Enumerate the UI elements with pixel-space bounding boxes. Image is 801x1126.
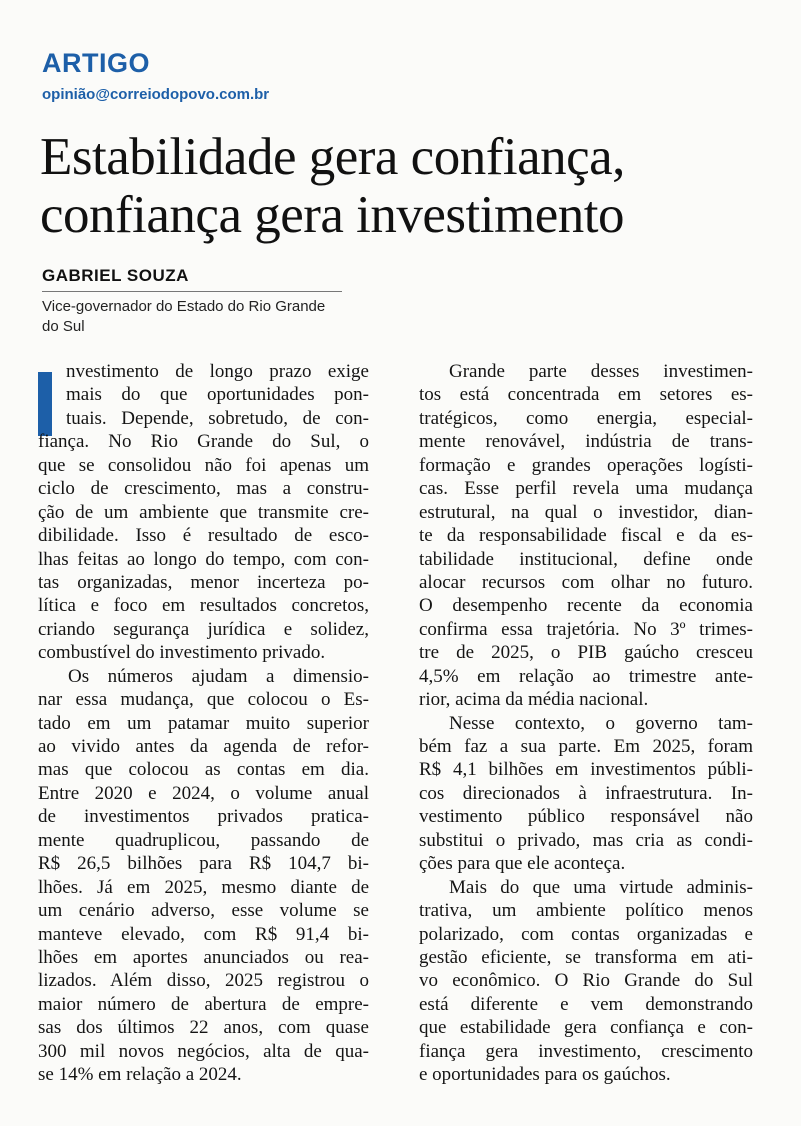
body-text-line: Grande parte desses investimen- — [449, 361, 753, 382]
body-text-line: e oportunidades para os gaúchos. — [419, 1064, 671, 1086]
body-text-line: que se consolidou não foi apenas um — [38, 454, 369, 476]
body-text-line: bém faz a sua parte. Em 2025, foram — [419, 736, 753, 757]
body-text-line: maior número de abertura de empre- — [38, 993, 369, 1015]
body-text-line: Entre 2020 e 2024, o volume anual — [38, 782, 369, 804]
article-headline — [40, 128, 780, 244]
author-name: GABRIEL SOUZA — [42, 266, 189, 285]
body-text-line: lhões. Já em 2025, mesmo diante de — [38, 876, 369, 898]
article-column-right — [419, 360, 753, 1087]
body-text-line: sas dos últimos 22 anos, com quase — [38, 1017, 369, 1039]
body-text-line: tratégicos, como energia, especial- — [419, 407, 753, 429]
body-text-line: ção de um ambiente que transmite cre- — [38, 501, 369, 523]
body-text-line: de investimentos privados pratica- — [38, 806, 369, 828]
body-text-line: O desempenho recente da economia — [419, 595, 753, 617]
body-text-line: mais do que oportunidades pon- — [66, 384, 369, 406]
body-text-line: tos está concentrada em setores es- — [419, 384, 753, 406]
body-text-line: ções para que ele aconteça. — [419, 853, 626, 875]
body-text-line: Mais do que uma virtude adminis- — [449, 876, 753, 898]
body-text-line: substitui o privado, mas cria as condi- — [419, 829, 753, 851]
body-text-line: ao vivido antes da agenda de refor- — [38, 736, 369, 757]
body-text-line: lhões em aportes anunciados ou rea- — [38, 946, 369, 968]
body-text-line: lítica e foco em resultados concretos, — [38, 595, 369, 617]
body-text-line: tuais. Depende, sobretudo, de con- — [66, 407, 369, 429]
article-column-left — [38, 360, 369, 1087]
opinion-email-link[interactable]: opinião@correiodopovo.com.br — [42, 86, 270, 103]
body-text-line: mas que colocou as contas em dia. — [38, 759, 369, 781]
body-text-line: vo econômico. O Rio Grande do Sul — [419, 970, 753, 992]
body-text-line: criando segurança jurídica e solidez, — [38, 618, 369, 640]
body-text-line: rior, acima da média nacional. — [419, 689, 649, 711]
body-text-line: alocar recursos com olhar no futuro. — [419, 571, 753, 593]
body-text-line: confirma essa trajetória. No 3º trimes- — [419, 618, 753, 640]
author-role: Vice-governador do Estado do Rio Grande do Sul — [42, 298, 326, 335]
body-text-line: tas organizadas, menor incerteza po- — [38, 571, 369, 593]
body-text-line: mente renovável, indústria de trans- — [419, 431, 753, 453]
author-divider — [42, 291, 342, 292]
body-text-line: 300 mil novos negócios, alta de qua- — [38, 1040, 369, 1062]
body-text-line: se 14% em relação a 2024. — [38, 1064, 242, 1086]
body-text-line: dibilidade. Isso é resultado de esco- — [38, 525, 369, 547]
body-text-line: R$ 26,5 bilhões para R$ 104,7 bi- — [38, 853, 369, 875]
body-text-line: vestimento público responsável não — [419, 806, 753, 828]
body-text-line: combustível do investimento privado. — [38, 642, 326, 664]
body-text-line: cos direcionados à infraestrutura. In- — [419, 782, 753, 804]
body-text-line: formação e grandes operações logísti- — [419, 454, 753, 476]
body-text-line: te da responsabilidade fiscal e da es- — [419, 525, 753, 547]
body-text-line: trativa, um ambiente político menos — [419, 900, 753, 922]
body-text-line: estrutural, na qual o investidor, dian- — [419, 501, 753, 523]
body-text-line: tado em um patamar muito superior — [38, 712, 369, 734]
body-text-line: mente quadruplicou, passando de — [38, 829, 369, 851]
body-text-line: que estabilidade gera confiança e con- — [419, 1017, 753, 1039]
body-text-line: tre de 2025, o PIB gaúcho cresceu — [419, 642, 753, 664]
body-text-line: lhas feitas ao longo do tempo, com con- — [38, 548, 369, 570]
body-text-line: está diferente e vem demonstrando — [419, 993, 753, 1015]
body-text-line: tabilidade institucional, define onde — [419, 548, 753, 570]
body-text-line: R$ 4,1 bilhões em investimentos públi- — [419, 759, 753, 781]
body-text-line: nar essa mudança, que colocou o Es- — [38, 689, 369, 711]
body-text-line: 4,5% em relação ao trimestre ante- — [419, 665, 753, 687]
body-text-line: polarizado, com contas organizadas e — [419, 923, 753, 945]
body-text-line: fiança gera investimento, crescimento — [419, 1040, 753, 1062]
headline-line-1: Estabilidade gera confiança, — [40, 128, 625, 186]
headline-line-2: confiança gera investimento — [40, 186, 624, 244]
body-text-line: Nesse contexto, o governo tam- — [449, 712, 753, 734]
body-text-line: ciclo de crescimento, mas a constru- — [38, 478, 369, 500]
body-text-line: Os números ajudam a dimensio- — [68, 665, 369, 687]
body-text-line: um cenário adverso, esse volume se — [38, 900, 369, 922]
body-text-line: nvestimento de longo prazo exige — [66, 361, 369, 382]
body-text-line: manteve elevado, com R$ 91,4 bi- — [38, 923, 369, 945]
body-text-line: fiança. No Rio Grande do Sul, o — [38, 431, 369, 453]
section-label: ARTIGO — [42, 48, 150, 78]
body-text-line: lizados. Além disso, 2025 registrou o — [38, 970, 369, 992]
body-text-line: gestão eficiente, se transforma em ati- — [419, 946, 753, 968]
body-text-line: cas. Esse perfil revela uma mudança — [419, 478, 753, 500]
